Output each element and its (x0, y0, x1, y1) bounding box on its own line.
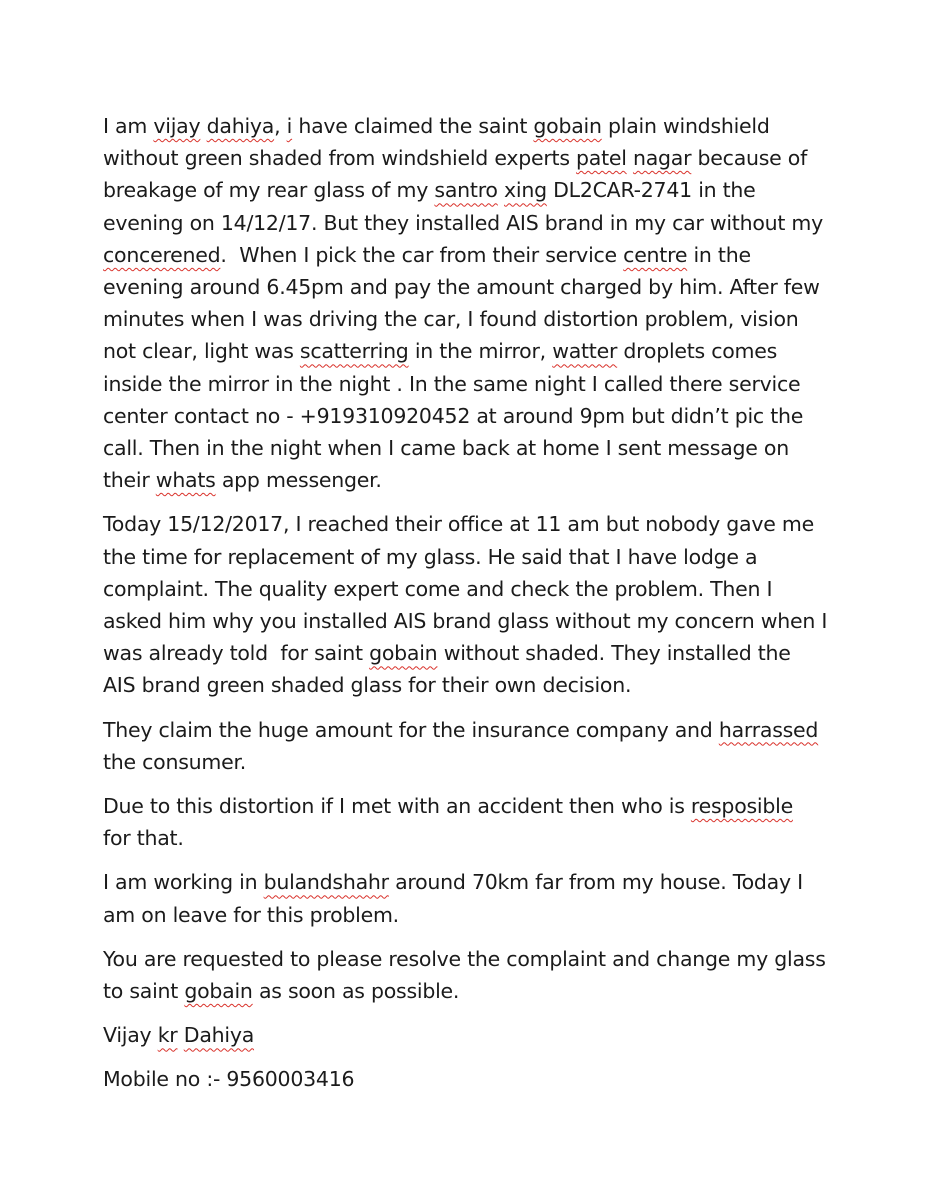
para-visit (103, 508, 843, 701)
text-line (103, 605, 843, 637)
text-segment: for that. (103, 826, 184, 851)
text-segment: , (274, 114, 287, 138)
text-line (103, 669, 843, 701)
text-line (103, 271, 843, 303)
text-segment: plain windshield (601, 114, 770, 138)
spellcheck-flagged-word: concerened (103, 242, 221, 267)
text-segment: the consumer. (103, 749, 247, 774)
text-segment: Mobile no :- 9560003416 (103, 1067, 355, 1092)
para-mobile (103, 1063, 843, 1095)
complaint-letter-body (103, 110, 843, 1108)
text-segment: because of (691, 146, 808, 171)
text-segment: evening around 6.45pm and pay the amount charged by him. After few (103, 275, 820, 300)
text-line (103, 335, 843, 367)
text-line (103, 573, 843, 605)
text-segment: the time for replacement of my glass. He said that I have lodge a (103, 544, 758, 569)
text-segment: inside the mirror in the night . In the same night I called there service (103, 371, 801, 396)
text-segment: center contact no - +919310920452 at around 9pm but didn’t pic the (103, 403, 804, 428)
text-line (103, 1019, 843, 1051)
spellcheck-flagged-word: gobain (369, 641, 438, 666)
text-line (103, 943, 843, 975)
spellcheck-flagged-word: xing (504, 178, 547, 203)
spellcheck-flagged-word: resposible (690, 794, 793, 819)
text-line (103, 174, 843, 206)
text-segment: around 70km far from my house. Today I (388, 870, 803, 895)
para-work (103, 866, 843, 930)
spellcheck-flagged-word: gobain (533, 114, 602, 138)
text-segment: call. Then in the night when I came back at home I sent message on (103, 436, 789, 461)
text-segment: They claim the huge amount for the insurance company and (103, 717, 719, 742)
spellcheck-flagged-word: scatterring (299, 339, 409, 364)
text-line (103, 975, 843, 1007)
text-segment: AIS brand green shaded glass for their own decision. (103, 673, 632, 698)
spellcheck-flagged-word: kr (157, 1023, 178, 1048)
text-line (103, 790, 843, 822)
text-segment: to saint (103, 979, 185, 1004)
para-intro (103, 110, 843, 496)
text-line (103, 400, 843, 432)
text-line (103, 899, 843, 931)
text-segment: am on leave for this problem. (103, 902, 399, 927)
text-segment: as soon as possible. (252, 979, 460, 1004)
text-segment: complaint. The quality expert come and check the problem. Then I (103, 576, 773, 601)
spellcheck-flagged-word: nagar (632, 146, 692, 171)
text-line (103, 239, 843, 271)
text-line (103, 1063, 843, 1095)
text-segment: I am (103, 114, 154, 138)
text-line (103, 866, 843, 898)
text-line (103, 110, 843, 142)
spellcheck-flagged-word: i (286, 114, 293, 138)
text-segment: I am working in (103, 870, 264, 895)
text-line (103, 746, 843, 778)
text-segment: breakage of my rear glass of my (103, 178, 435, 203)
spellcheck-flagged-word: patel (576, 146, 627, 171)
text-segment: their (103, 468, 156, 493)
text-segment: Vijay (103, 1023, 158, 1048)
text-segment: droplets comes (617, 339, 778, 364)
text-line (103, 303, 843, 335)
text-segment: minutes when I was driving the car, I found distortion problem, vision (103, 307, 799, 332)
spellcheck-flagged-word: centre (623, 242, 688, 267)
text-segment: Today 15/12/2017, I reached their office at 11 am but nobody gave me (103, 512, 814, 537)
text-segment: . When I pick the car from their service (220, 242, 624, 267)
text-segment: without shaded. They installed the (437, 641, 791, 666)
para-distortion (103, 790, 843, 854)
para-claim (103, 714, 843, 778)
text-segment: have claimed the saint (292, 114, 534, 138)
text-line (103, 714, 843, 746)
text-line (103, 637, 843, 669)
text-segment: Due to this distortion if I met with an accident then who is (103, 794, 691, 819)
para-signature (103, 1019, 843, 1051)
text-segment: evening on 14/12/17. But they installed AIS brand in my car without my (103, 210, 824, 235)
text-segment: without green shaded from windshield experts (103, 146, 577, 171)
text-line (103, 432, 843, 464)
text-segment: not clear, light was (103, 339, 300, 364)
text-line (103, 822, 843, 854)
text-segment: app messenger. (215, 468, 382, 493)
text-line (103, 368, 843, 400)
text-segment: You are requested to please resolve the complaint and change my glass (103, 946, 826, 971)
text-segment: asked him why you installed AIS brand glass without my concern when I (103, 609, 828, 634)
spellcheck-flagged-word: whats (155, 468, 216, 493)
spellcheck-flagged-word: Dahiya (183, 1023, 255, 1048)
spellcheck-flagged-word: bulandshahr (263, 870, 389, 895)
text-line (103, 142, 843, 174)
para-request (103, 943, 843, 1007)
text-segment: in the (687, 242, 751, 267)
spellcheck-flagged-word: santro (434, 178, 498, 203)
spellcheck-flagged-word: vijay (153, 114, 201, 138)
text-segment: in the mirror, (408, 339, 553, 364)
text-segment: was already told for saint (103, 641, 370, 666)
spellcheck-flagged-word: watter (552, 339, 618, 364)
text-segment: DL2CAR-2741 in the (546, 178, 756, 203)
text-line (103, 207, 843, 239)
text-line (103, 464, 843, 496)
spellcheck-flagged-word: gobain (184, 979, 253, 1004)
spellcheck-flagged-word: harrassed (718, 717, 819, 742)
text-line (103, 508, 843, 540)
text-line (103, 541, 843, 573)
spellcheck-flagged-word: dahiya (206, 114, 275, 138)
